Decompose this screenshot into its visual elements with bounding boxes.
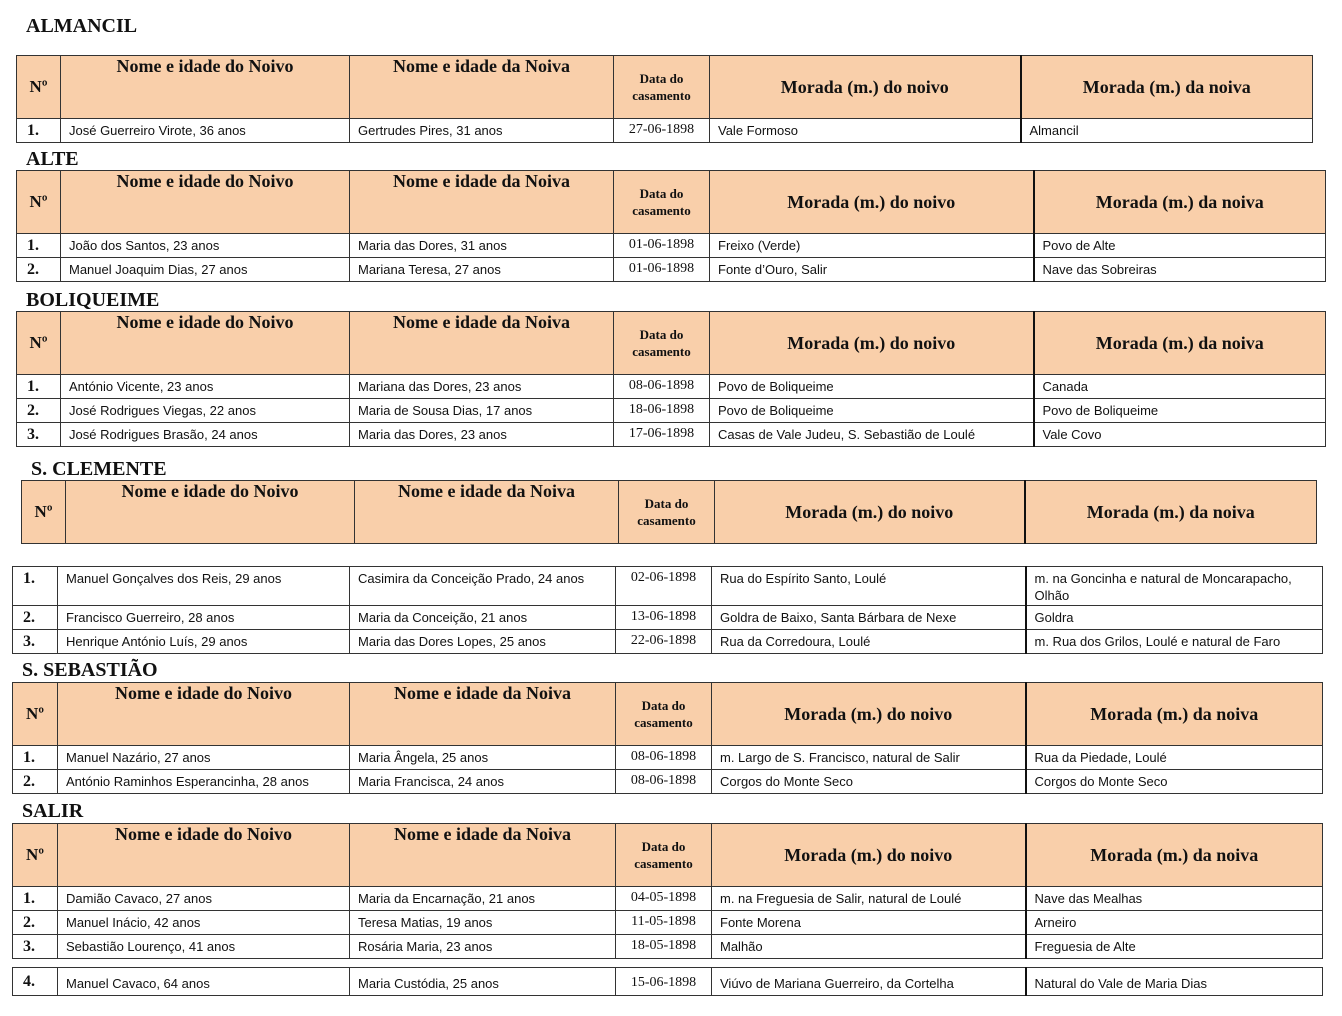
row-number: 2.: [17, 399, 61, 423]
header-bride-address: Morada (m.) da noiva: [1025, 481, 1317, 544]
bride-address: Canada: [1034, 375, 1326, 399]
header-groom: Nome e idade do Noivo: [61, 56, 350, 119]
header-bride-address: Morada (m.) da noiva: [1026, 683, 1323, 746]
wedding-date: 13-06-1898: [616, 606, 712, 630]
header-num: Nº: [17, 56, 61, 119]
groom-address: Malhão: [712, 935, 1026, 959]
header-num: Nº: [13, 683, 58, 746]
bride-address: Natural do Vale de Maria Dias: [1026, 968, 1323, 996]
wedding-date: 15-06-1898: [616, 968, 712, 996]
table-row: [13, 887, 1323, 911]
groom-name-age: Sebastião Lourenço, 41 anos: [58, 935, 350, 959]
header-groom-address: Morada (m.) do noivo: [712, 683, 1026, 746]
header-bride-address: Morada (m.) da noiva: [1034, 312, 1326, 375]
register-table-salir: [12, 823, 1323, 959]
bride-name-age: Rosária Maria, 23 anos: [350, 935, 616, 959]
row-number: 2.: [17, 258, 61, 282]
section-title-s-sebastiao: S. SEBASTIÃO: [22, 659, 158, 681]
table-row: [17, 119, 1313, 143]
header-groom-address: Morada (m.) do noivo: [710, 312, 1034, 375]
bride-name-age: Maria Ângela, 25 anos: [350, 746, 616, 770]
section-title-almancil: ALMANCIL: [26, 15, 138, 37]
header-date: Data do casamento: [614, 171, 710, 234]
wedding-date: 11-05-1898: [616, 911, 712, 935]
header-num: Nº: [17, 171, 61, 234]
groom-name-age: José Guerreiro Virote, 36 anos: [61, 119, 350, 143]
bride-address: Povo de Alte: [1034, 234, 1326, 258]
wedding-date: 18-06-1898: [614, 399, 710, 423]
groom-name-age: José Rodrigues Viegas, 22 anos: [61, 399, 350, 423]
bride-address: Almancil: [1021, 119, 1313, 143]
header-row: [17, 56, 1313, 119]
header-date: Data do casamento: [616, 683, 712, 746]
header-row: [22, 481, 1317, 544]
register-table-salir-continued: [12, 967, 1323, 996]
bride-address: Goldra: [1026, 606, 1323, 630]
table-row: [17, 258, 1326, 282]
groom-name-age: Manuel Cavaco, 64 anos: [58, 968, 350, 996]
header-bride: Nome e idade da Noiva: [350, 824, 616, 887]
wedding-date: 08-06-1898: [616, 746, 712, 770]
wedding-date: 04-05-1898: [616, 887, 712, 911]
row-number: 3.: [13, 935, 58, 959]
register-table-s-sebastiao: [12, 682, 1323, 794]
row-number: 1.: [13, 567, 58, 606]
row-number: 1.: [13, 746, 58, 770]
bride-name-age: Maria da Conceição, 21 anos: [350, 606, 616, 630]
bride-name-age: Maria Custódia, 25 anos: [350, 968, 616, 996]
table-row: [17, 234, 1326, 258]
bride-name-age: Maria Francisca, 24 anos: [350, 770, 616, 794]
table-row: [13, 630, 1323, 654]
groom-name-age: Henrique António Luís, 29 anos: [58, 630, 350, 654]
header-bride-address: Morada (m.) da noiva: [1026, 824, 1323, 887]
groom-address: Corgos do Monte Seco: [712, 770, 1026, 794]
groom-name-age: Manuel Joaquim Dias, 27 anos: [61, 258, 350, 282]
table-row: [13, 746, 1323, 770]
groom-address: Freixo (Verde): [710, 234, 1034, 258]
table-row: [13, 968, 1323, 996]
row-number: 1.: [17, 375, 61, 399]
bride-name-age: Maria das Dores, 23 anos: [350, 423, 614, 447]
header-groom: Nome e idade do Noivo: [66, 481, 355, 544]
bride-name-age: Gertrudes Pires, 31 anos: [350, 119, 614, 143]
header-row: [17, 312, 1326, 375]
header-date: Data do casamento: [616, 824, 712, 887]
header-groom: Nome e idade do Noivo: [58, 683, 350, 746]
header-groom: Nome e idade do Noivo: [61, 171, 350, 234]
header-groom-address: Morada (m.) do noivo: [710, 56, 1021, 119]
groom-address: Rua da Corredoura, Loulé: [712, 630, 1026, 654]
header-groom-address: Morada (m.) do noivo: [710, 171, 1034, 234]
row-number: 1.: [13, 887, 58, 911]
wedding-date: 01-06-1898: [614, 234, 710, 258]
header-bride-address: Morada (m.) da noiva: [1034, 171, 1326, 234]
table-row: [17, 375, 1326, 399]
bride-name-age: Casimira da Conceição Prado, 24 anos: [350, 567, 616, 606]
header-groom: Nome e idade do Noivo: [61, 312, 350, 375]
register-table-s-clemente-body: [12, 566, 1323, 654]
groom-name-age: António Vicente, 23 anos: [61, 375, 350, 399]
groom-address: m. na Freguesia de Salir, natural de Loulé: [712, 887, 1026, 911]
groom-address: Viúvo de Mariana Guerreiro, da Cortelha: [712, 968, 1026, 996]
section-title-s-clemente: S. CLEMENTE: [31, 458, 167, 480]
header-groom-address: Morada (m.) do noivo: [712, 824, 1026, 887]
bride-name-age: Maria das Dores Lopes, 25 anos: [350, 630, 616, 654]
section-title-alte: ALTE: [26, 148, 79, 170]
row-number: 3.: [17, 423, 61, 447]
row-number: 2.: [13, 606, 58, 630]
header-row: [13, 683, 1323, 746]
row-number: 3.: [13, 630, 58, 654]
wedding-date: 08-06-1898: [616, 770, 712, 794]
wedding-date: 17-06-1898: [614, 423, 710, 447]
row-number: 1.: [17, 234, 61, 258]
groom-address: Fonte d’Ouro, Salir: [710, 258, 1034, 282]
table-row: [13, 770, 1323, 794]
register-table-alte: [16, 170, 1326, 282]
groom-name-age: Manuel Nazário, 27 anos: [58, 746, 350, 770]
groom-address: Rua do Espírito Santo, Loulé: [712, 567, 1026, 606]
bride-name-age: Maria de Sousa Dias, 17 anos: [350, 399, 614, 423]
header-num: Nº: [22, 481, 66, 544]
bride-name-age: Mariana Teresa, 27 anos: [350, 258, 614, 282]
header-bride: Nome e idade da Noiva: [350, 56, 614, 119]
table-row: [13, 911, 1323, 935]
groom-address: m. Largo de S. Francisco, natural de Salir: [712, 746, 1026, 770]
row-number: 2.: [13, 770, 58, 794]
wedding-date: 08-06-1898: [614, 375, 710, 399]
table-row: [13, 567, 1323, 606]
bride-address: Nave das Sobreiras: [1034, 258, 1326, 282]
bride-address: Nave das Mealhas: [1026, 887, 1323, 911]
row-number: 2.: [13, 911, 58, 935]
wedding-date: 27-06-1898: [614, 119, 710, 143]
header-bride: Nome e idade da Noiva: [350, 312, 614, 375]
header-bride: Nome e idade da Noiva: [355, 481, 619, 544]
table-row: [13, 935, 1323, 959]
header-row: [17, 171, 1326, 234]
groom-address: Vale Formoso: [710, 119, 1021, 143]
groom-name-age: Manuel Gonçalves dos Reis, 29 anos: [58, 567, 350, 606]
header-groom: Nome e idade do Noivo: [58, 824, 350, 887]
wedding-date: 18-05-1898: [616, 935, 712, 959]
section-title-salir: SALIR: [22, 800, 84, 822]
groom-name-age: António Raminhos Esperancinha, 28 anos: [58, 770, 350, 794]
table-row: [17, 399, 1326, 423]
bride-address: Vale Covo: [1034, 423, 1326, 447]
wedding-date: 01-06-1898: [614, 258, 710, 282]
header-row: [13, 824, 1323, 887]
bride-address: m. Rua dos Grilos, Loulé e natural de Faro: [1026, 630, 1323, 654]
header-bride: Nome e idade da Noiva: [350, 683, 616, 746]
bride-address: Freguesia de Alte: [1026, 935, 1323, 959]
header-date: Data do casamento: [614, 312, 710, 375]
groom-name-age: Francisco Guerreiro, 28 anos: [58, 606, 350, 630]
header-date: Data do casamento: [614, 56, 710, 119]
bride-address: Povo de Boliqueime: [1034, 399, 1326, 423]
bride-name-age: Teresa Matias, 19 anos: [350, 911, 616, 935]
header-date: Data do casamento: [619, 481, 715, 544]
groom-address: Fonte Morena: [712, 911, 1026, 935]
table-row: [13, 606, 1323, 630]
groom-address: Casas de Vale Judeu, S. Sebastião de Loulé: [710, 423, 1034, 447]
bride-name-age: Mariana das Dores, 23 anos: [350, 375, 614, 399]
bride-address: Rua da Piedade, Loulé: [1026, 746, 1323, 770]
row-number: 4.: [13, 968, 58, 996]
header-bride-address: Morada (m.) da noiva: [1021, 56, 1313, 119]
wedding-date: 22-06-1898: [616, 630, 712, 654]
section-title-boliqueime: BOLIQUEIME: [26, 289, 160, 311]
groom-name-age: Manuel Inácio, 42 anos: [58, 911, 350, 935]
table-row: [17, 423, 1326, 447]
register-table-almancil: [16, 55, 1313, 143]
header-groom-address: Morada (m.) do noivo: [715, 481, 1025, 544]
row-number: 1.: [17, 119, 61, 143]
wedding-date: 02-06-1898: [616, 567, 712, 606]
groom-address: Goldra de Baixo, Santa Bárbara de Nexe: [712, 606, 1026, 630]
groom-address: Povo de Boliqueime: [710, 399, 1034, 423]
groom-name-age: Damião Cavaco, 27 anos: [58, 887, 350, 911]
header-num: Nº: [13, 824, 58, 887]
bride-name-age: Maria das Dores, 31 anos: [350, 234, 614, 258]
groom-name-age: João dos Santos, 23 anos: [61, 234, 350, 258]
header-num: Nº: [17, 312, 61, 375]
bride-address: Arneiro: [1026, 911, 1323, 935]
bride-name-age: Maria da Encarnação, 21 anos: [350, 887, 616, 911]
register-table-s-clemente-header: [21, 480, 1317, 544]
register-table-boliqueime: [16, 311, 1326, 447]
header-bride: Nome e idade da Noiva: [350, 171, 614, 234]
bride-address: m. na Goncinha e natural de Moncarapacho, Olhão: [1026, 567, 1323, 606]
groom-name-age: José Rodrigues Brasão, 24 anos: [61, 423, 350, 447]
bride-address: Corgos do Monte Seco: [1026, 770, 1323, 794]
groom-address: Povo de Boliqueime: [710, 375, 1034, 399]
